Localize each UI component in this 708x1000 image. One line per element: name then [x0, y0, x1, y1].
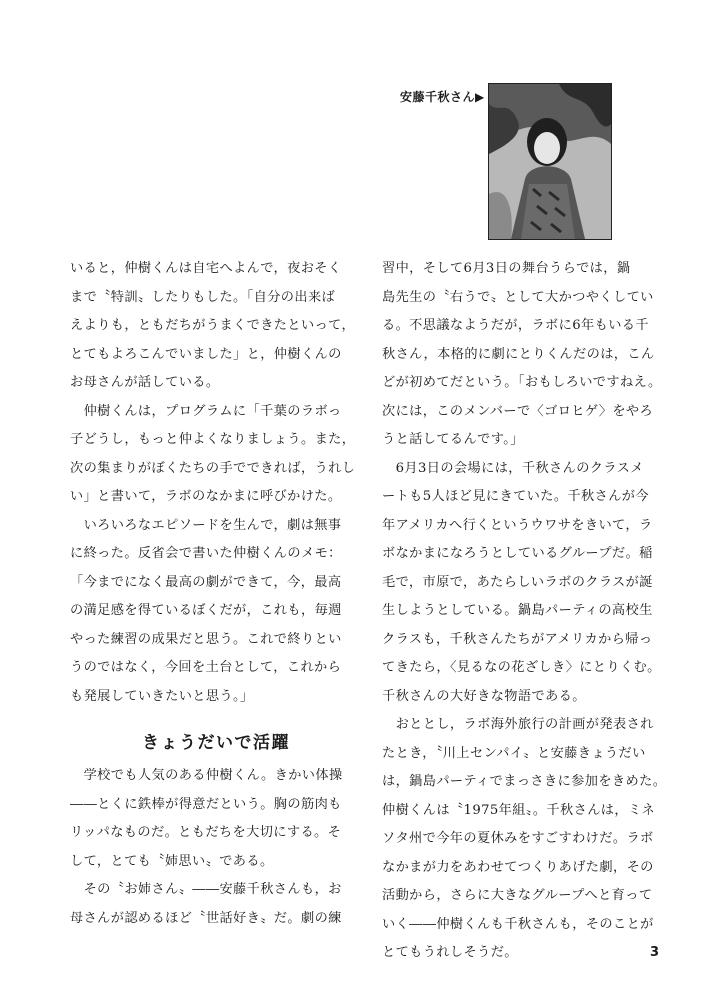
text-line: して，とても〝姉思い〟である。 [70, 853, 274, 869]
text-line: 秋さん，本格的に劇にとりくんだのは，こん [382, 346, 655, 362]
text-line: も発展していきたいと思う。」 [70, 688, 254, 704]
left-column-text [70, 255, 355, 711]
text-line: てきたら，〈見るなの花ざしき〉にとりくむ。 [382, 660, 661, 675]
portrait-photo [488, 83, 612, 240]
text-line: クラスも，千秋さんたちがアメリカから帰っ [382, 631, 653, 647]
text-line: お母さんが話している。 [70, 375, 220, 390]
text-line: 次の集まりがぼくたちの手でできれば，うれし [70, 460, 355, 476]
text-line: の満足感を得ているぼくだが，これも，毎週 [70, 603, 342, 618]
portrait-photo-image [489, 84, 611, 239]
text-line: 母さんが認めるほど〝世話好き〟だ。劇の練 [70, 910, 342, 926]
text-line: いく――仲樹くんも千秋さんも，そのことが [382, 916, 654, 932]
text-line: 活動から，さらに大きなグループへと育って [382, 888, 653, 903]
text-line: えよりも，ともだちがうまくできたといって， [70, 318, 355, 333]
text-line: リッパなものだ。ともだちを大切にする。そ [70, 825, 342, 840]
text-line: 仲樹くんは〝1975年組〟。千秋さんは，ミネ [382, 802, 656, 818]
photo-caption: 安藤千秋さん▶ [400, 90, 485, 104]
text-line: 学校でも人気のある仲樹くん。きかい体操 [70, 768, 343, 783]
text-line: 毛で，市原で，あたらしいラボのクラスが誕 [382, 574, 653, 590]
text-line: いると，仲樹くんは自宅へよんで，夜おそく [70, 261, 342, 276]
text-line: 次には，このメンバーで〈ゴロヒゲ〉をやろ [382, 403, 654, 419]
right-column-text [382, 255, 672, 968]
section-heading: きょうだいで活躍 [142, 733, 290, 753]
text-line: ――とくに鉄棒が得意だという。胸の筋肉も [70, 796, 342, 812]
text-line: 子どうし，もっと仲よくなりましょう。また， [70, 432, 355, 447]
text-line: おととし，ラボ海外旅行の計画が発表され [382, 717, 654, 732]
text-line: たとき，〝川上センパイ〟と安藤きょうだい [382, 745, 646, 761]
text-line: とてもうれしそうだ。 [382, 945, 518, 960]
text-line: うのではなく，今回を土台として，これから [70, 660, 342, 675]
text-line: 千秋さんの大好きな物語である。 [382, 688, 586, 704]
text-line: どが初めてだという。「おもしろいですねえ。 [382, 375, 662, 390]
text-line: 年アメリカへ行くというウワサをきいて，ラ [382, 517, 653, 533]
text-line: 生しようとしている。鍋島パーティの高校生 [382, 603, 653, 618]
text-line: に終った。反省会で書いた仲樹くんのメモ： [70, 546, 342, 561]
text-line: ボなかまになろうとしているグループだ。稲 [382, 546, 653, 561]
text-line: い」と書いて，ラボのなかまに呼びかけた。 [70, 489, 342, 504]
text-line: いろいろなエピソードを生んで，劇は無事 [70, 517, 342, 533]
page-number: 3 [650, 945, 660, 960]
text-line: 「今までになく最高の劇ができて，今，最高 [70, 574, 342, 590]
text-line: 6月3日の会場には，千秋さんのクラスメ [382, 460, 644, 476]
text-line: その〝お姉さん〟――安藤千秋さんも，お [70, 882, 342, 897]
text-line: 仲樹くんは，プログラムに「千葉のラボっ [70, 403, 342, 419]
text-line: なかまが力をあわせてつくりあげた劇，その [382, 859, 654, 875]
text-line: は，鍋島パーティでまっさきに参加をきめた。 [382, 774, 667, 789]
text-line: 島先生の〝右うで〟として大かつやくしてい [382, 289, 654, 305]
text-line: まで〝特訓〟したりもした。「自分の出来ば [70, 289, 336, 305]
text-line: ートも5人ほど見にきていた。千秋さんが今 [382, 489, 649, 504]
left-column-text-lower [70, 762, 355, 933]
text-line: やった練習の成果だと思う。これで終りとい [70, 631, 342, 647]
text-line: ソタ州で今年の夏休みをすごすわけだ。ラボ [382, 831, 654, 846]
text-line: うと話してるんです。」 [382, 432, 524, 447]
text-line: 習中，そして6月3日の舞台うらでは，鍋 [382, 261, 631, 276]
text-line: とてもよろこんでいました」と，仲樹くんの [70, 346, 342, 362]
text-line: る。不思議なようだが，ラボに6年もいる千 [382, 318, 649, 333]
